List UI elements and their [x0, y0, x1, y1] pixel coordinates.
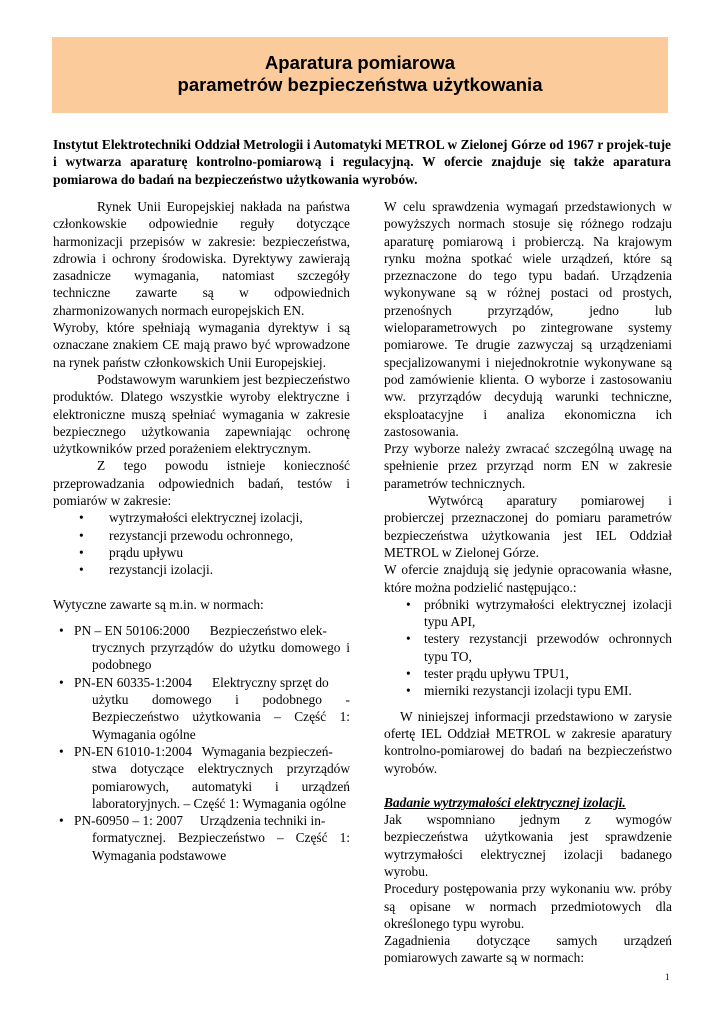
- paragraph: Wytwórcą aparatury pomiarowej i probierczej przeznaczonej do pomiaru parametrów bezpieczeństwa użytkowania jest IEL Oddział METROL w Zielonej Górze.: [384, 493, 672, 560]
- bullet-icon: •: [79, 562, 84, 578]
- list-item: • PN-60950 – 1: 2007 Urządzenia techniki in- formatycznej. Bezpieczeństwo – Część 1: Wymagania podstawowe: [59, 813, 350, 863]
- bullet-icon: •: [59, 674, 64, 690]
- list-item: • PN-EN 60335-1:2004 Elektryczny sprzęt do użytku domowego i podobnego - Bezpieczeństwo użytkowania – Część 1: Wymagania ogólne: [59, 674, 350, 742]
- page-number: 1: [665, 972, 670, 982]
- list-item: • rezystancji izolacji.: [79, 562, 214, 578]
- norms-intro: Wytyczne zawarte są m.in. w normach:: [53, 596, 264, 612]
- product-list: [384, 596, 672, 700]
- list-item: • próbniki wytrzymałości elektrycznej izolacji typu API,: [406, 596, 672, 630]
- bullet-icon: •: [59, 813, 64, 829]
- section-heading: Badanie wytrzymałości elektrycznej izolacji.: [384, 794, 626, 810]
- paragraph: W celu sprawdzenia wymagań przedstawionych w powyższych normach stosuje się różnego rodzaju aparaturę pomiarową i probierczą. Na krajowym rynku można spotkać wiele urządzeń, które są przeznaczone do tego typu badań. Urządzenia wykonywane są w różnej postaci od prostych, przenośnych przyrządów, jedno lub wieloparametrowych po zintegrowane systemy pomiarowe. Te drugie zazwyczaj są urządzeniami specjalizowanymi i niejednokrotnie wykonywane są pod zamówienie klienta. O wyborze i zastosowaniu ww. przyrządów decydują warunki techniczne, eksploatacyjne i analiza ekonomiczna ich zastosowania.: [384, 199, 672, 439]
- bullet-icon: •: [406, 596, 411, 612]
- title-line-2: parametrów bezpieczeństwa użytkowania: [177, 74, 543, 95]
- title-line-1: Aparatura pomiarowa: [264, 52, 456, 73]
- norms-list: [53, 622, 350, 864]
- bullet-icon: •: [406, 683, 411, 699]
- paragraph: Wyroby, które spełniają wymagania dyrektyw i są oznaczane znakiem CE mają prawo być wprowadzone na rynek państw członkowskich Unii Europejskiej.: [53, 320, 350, 370]
- test-list: [53, 509, 350, 578]
- right-column: [384, 198, 672, 967]
- bullet-icon: •: [59, 743, 64, 759]
- list-item: • rezystancji przewodu ochronnego,: [79, 527, 294, 543]
- paragraph: Podstawowym warunkiem jest bezpieczeństwo produktów. Dlatego wszystkie wyroby elektryczne i elektroniczne muszą spełniać wymagania w zakresie bezpiecznego użytkowania zapewniając ochronę użytkowników przed porażeniem elektrycznym.: [53, 371, 350, 457]
- list-item: • PN – EN 50106:2000 Bezpieczeństwo elek- trycznych przyrządów do użytku domowego i podobnego: [59, 622, 350, 673]
- bullet-icon: •: [79, 527, 84, 543]
- paragraph: W ofercie znajdują się jedynie opracowania własne, które można podzielić następująco.:: [384, 562, 672, 595]
- list-item: • wytrzymałości elektrycznej izolacji,: [79, 510, 303, 526]
- paragraph: Rynek Unii Europejskiej nakłada na państwa członkowskie odpowiednie reguły dotyczące harmonizacji przepisów w zakresie: bezpieczeństwa, zdrowia i ochrony środowiska. Dyrektywy zawierają zasadnicze wymagania, natomiast szczegóły techniczne zawarte są w odpowiednich zharmonizowanych normach europejskich EN.: [53, 199, 350, 318]
- list-item: • testery rezystancji przewodów ochronnych typu TO,: [406, 631, 672, 664]
- paragraph: Jak wspomniano jednym z wymogów bezpieczeństwa użytkowania jest sprawdzenie wytrzymałości elektrycznej izolacji badanego wyrobu.: [384, 812, 672, 879]
- bullet-icon: •: [59, 622, 64, 638]
- list-item: • mierniki rezystancji izolacji typu EMI.: [406, 683, 632, 699]
- bullet-icon: •: [406, 631, 411, 647]
- bullet-icon: •: [79, 544, 84, 560]
- paragraph: Przy wyborze należy zwracać szczególną uwagę na spełnienie przez przyrząd norm EN w zakresie parametrów technicznych.: [384, 441, 672, 491]
- bullet-icon: •: [79, 510, 84, 526]
- paragraph: Z tego powodu istnieje konieczność przeprowadzania odpowiednich badań, testów i pomiarów w zakresie:: [53, 458, 350, 509]
- paragraph: W niniejszej informacji przedstawiono w zarysie ofertę IEL Oddział METROL w zakresie aparatury kontrolno-pomiarowej do badań na bezpieczeństwo wyrobów.: [384, 708, 672, 776]
- bullet-icon: •: [406, 666, 411, 682]
- left-column: [53, 198, 350, 864]
- list-item: • tester prądu upływu TPU1,: [406, 666, 569, 682]
- list-item: • prądu upływu: [79, 544, 184, 560]
- paragraph: Procedury postępowania przy wykonaniu ww. próby są opisane w normach przedmiotowych dla określonego typu wyrobu.: [384, 881, 672, 931]
- paragraph: Zagadnienia dotyczące samych urządzeń pomiarowych zawarte są w normach:: [384, 933, 672, 966]
- title-banner: [52, 37, 668, 113]
- intro-paragraph: Instytut Elektrotechniki Oddział Metrologii i Automatyki METROL w Zielonej Górze od 1967 r projek-tuje i wytwarza aparaturę kontrolno-pomiarową i regulacyjną. W ofercie znajduje się także aparatura pomiarowa do badań na bezpieczeństwo użytkowania wyrobów.: [53, 137, 671, 187]
- list-item: • PN-EN 61010-1:2004 Wymagania bezpieczeń- stwa dotyczące elektrycznych przyrządów pomiarowych, automatyki i urządzeń laboratoryjnych. – Część 1: Wymagania ogólne: [59, 743, 350, 811]
